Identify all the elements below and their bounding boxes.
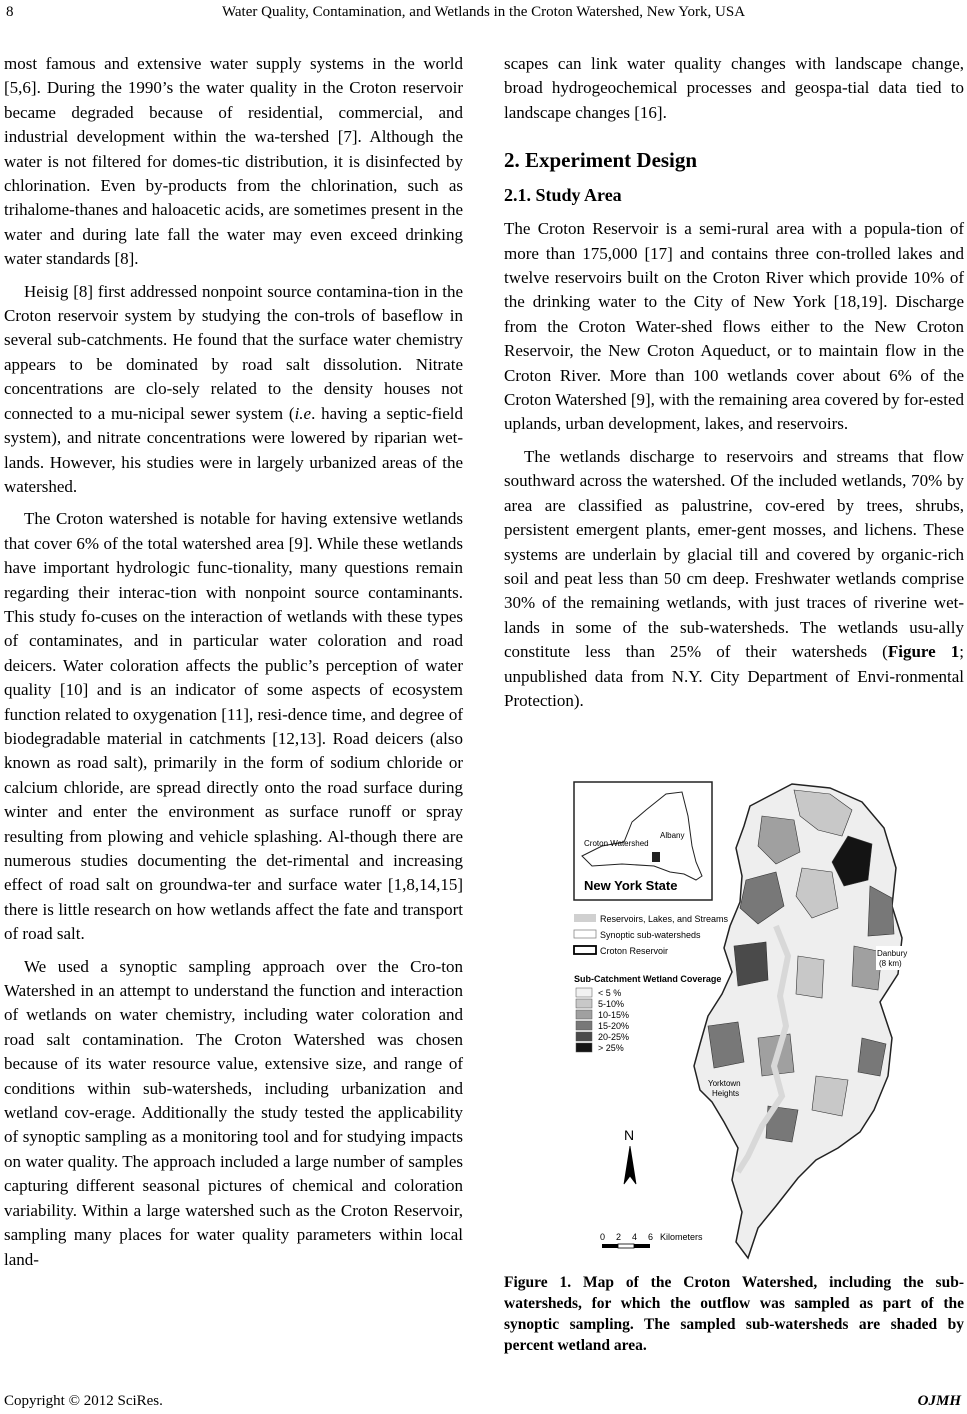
place-label-yorktown: Yorktown <box>708 1079 741 1088</box>
legend-item-reservoirs: Reservoirs, Lakes, and Streams <box>600 914 729 924</box>
coverage-label: 20-25% <box>598 1032 630 1042</box>
scale-tick: 2 <box>616 1232 622 1242</box>
scale-bar <box>602 1244 650 1248</box>
legend-item-synoptic: Synoptic sub-watersheds <box>600 930 701 940</box>
running-title: Water Quality, Contamination, and Wetlands in the Croton Watershed, New York, USA <box>221 4 746 20</box>
page-number: 8 <box>6 4 14 20</box>
coverage-label: > 25% <box>598 1043 624 1053</box>
coverage-label: 15-20% <box>598 1021 630 1031</box>
paragraph: Heisig [8] first addressed nonpoint source contamina-tion in the Croton reservoir system by studying the con-trols of baseflow in several sub-catchments. He found that the surface water chemistry appears to be dominated by road salt dissolution. Nitrate concentrations are clo-sely related to the density houses not connected to a mu-nicipal sewer system (i.e. having a septic-field system), and nitrate concentrations were lowered by riparian wet-lands. However, his studies were in largely urbanized areas of the watershed. <box>4 281 463 496</box>
place-label-danbury-dist: (8 km) <box>879 959 902 968</box>
scale-tick: 0 <box>600 1232 606 1242</box>
legend-swatch <box>574 914 596 922</box>
coverage-swatch <box>576 999 592 1008</box>
legend-swatch <box>574 930 596 938</box>
north-arrow-icon <box>624 1146 636 1184</box>
inset-state-label: New York State <box>584 878 678 893</box>
croton-watershed-marker <box>652 852 660 862</box>
journal-name: OJMH <box>917 1393 961 1409</box>
coverage-swatch <box>576 1043 592 1052</box>
coverage-legend <box>576 988 629 1053</box>
coverage-swatch <box>576 988 592 997</box>
subwatershed <box>812 1076 848 1116</box>
paragraph: The Croton watershed is notable for having extensive wetlands that cover 6% of the total watershed area [9]. While these wetlands have important hydrologic func-tionality, many questions remain regarding their interac-tion with nonpoint source contaminants. This study fo-cuses on the interaction of wetlands with these types of contaminates, and in particular water coloration and road deicers. Water coloration affects the public’s perception of water quality [10] and is an indicator of some aspects of ecosystem function related to oxygenation [11], resi-dence time, and degree of biodegradable material in catchments [12,13]. Road deicers (also known as road salt), primarily in the form of sodium chloride or calcium chloride, are spread directly onto the road surface during winter and enter the environment as surface runoff or spray resulting from plowing and vehicle splashing. Al-though there are numerous studies documenting the det-rimental and increasing effect of road salt on groundwa-ter and surface water [1,8,14,15] there is little research on how wetlands affect the fate and transport of road salt. <box>4 509 463 944</box>
italic-abbrev: i.e <box>294 403 312 423</box>
figure-map <box>562 776 908 1260</box>
coverage-label: 5-10% <box>598 999 625 1009</box>
paragraph: scapes can link water quality changes with landscape change, broad hydrogeochemical processes and geospa-tial data tied to landscape changes [16]. <box>504 54 964 122</box>
figure-caption: Figure 1. Map of the Croton Watershed, including the sub-watersheds, for which the outflow was sampled as part of the synoptic sampling. The sampled sub-watersheds are shaded by percent wetland area. <box>504 1274 964 1354</box>
coverage-legend-title: Sub-Catchment Wetland Coverage <box>574 974 722 984</box>
place-label-yorktown-heights: Heights <box>712 1089 740 1098</box>
left-column <box>4 52 463 1272</box>
coverage-swatch <box>576 1010 592 1019</box>
subwatershed <box>734 942 768 986</box>
legend-item-croton-reservoir: Croton Reservoir <box>600 946 669 956</box>
scale-tick: 4 <box>632 1232 638 1242</box>
page-header <box>0 0 967 30</box>
coverage-label: 10-15% <box>598 1010 630 1020</box>
right-column <box>504 52 964 713</box>
figure-reference: Figure 1 <box>887 642 960 662</box>
coverage-swatch <box>576 1021 592 1030</box>
inset-watershed-label: Croton Watershed <box>584 839 649 848</box>
copyright: Copyright © 2012 SciRes. <box>4 1393 163 1409</box>
section-heading: 2. Experiment Design <box>504 148 698 173</box>
legend-swatch <box>574 946 596 954</box>
paragraph: most famous and extensive water supply systems in the world [5,6]. During the 1990’s the water quality in the Croton reservoir became degraded because of residential, commercial, and industrial development within the wa-tershed [7]. Although the water is not filtered for domes-tic distribution, it is disinfected by chlorination. Even by-products from the chlorination, such as trihalome-thanes and haloacetic acids, are sometimes present in the water and during late fall the water may even exceed drinking water standards [8]. <box>4 54 463 269</box>
paragraph: The wetlands discharge to reservoirs and streams that flow southward across the watershed. Of the included wetlands, 70% by area are classified as palustrine, cov-ered by trees, shrubs, persistent emergent plants, emer-gent mosses, and lichens. These systems are underlain by glacial till and covered by organic-rich soil and peat less than 50 cm deep. Freshwater wetlands comprise 30% of the remaining wetlands, with just traces of riverine wet-lands in some of the sub-watersheds. The wetlands usu-ally constitute less than 25% of their watersheds (Figure 1; unpublished data from N.Y. City Department of Envi-ronmental Protection). <box>504 446 964 710</box>
coverage-label: < 5 % <box>598 988 622 998</box>
watershed-map-svg <box>562 776 908 1260</box>
subwatershed <box>796 956 824 998</box>
paragraph: We used a synoptic sampling approach over the Cro-ton Watershed in an attempt to understand the function and interaction of wetlands on water chemistry, including water coloration and road salt contamination. The Croton Watershed was chosen because of its water resource value, extensive size, and range of conditions within sub-watersheds, including urbanization and wetland cov-erage. Additionally the study tested the applicability of synoptic sampling as a monitoring tool and for studying impacts on water quality. The approach included a large number of samples capturing different seasonal pictures of chemical and coloration variability. Within a large watershed such as the Croton Reservoir, sampling many places for water quality parameters within local land- <box>4 956 463 1269</box>
scale-tick: 6 <box>648 1232 654 1242</box>
inset-city-label: Albany <box>660 831 685 840</box>
subsection-heading: 2.1. Study Area <box>504 185 622 206</box>
paragraph: The Croton Reservoir is a semi-rural area with a popula-tion of more than 175,000 [17] and contains three con-trolled lakes and twelve reservoirs built on the Croton River which provide 10% of the drinking water to the City of New York [18,19]. Discharge from the Croton Water-shed flows either to the New Croton Reservoir, the New Croton Aqueduct, or to maintain flow in the Croton River. More than 100 wetlands cover about 6% of the Croton Watershed [9], with the remaining area covered by for-ested uplands, urban development, lakes, and reservoirs. <box>504 219 964 434</box>
place-label-danbury: Danbury <box>877 949 908 958</box>
coverage-swatch <box>576 1032 592 1041</box>
scale-unit: Kilometers <box>660 1232 703 1242</box>
north-arrow-label: N <box>624 1127 635 1143</box>
subwatershed <box>708 1022 744 1068</box>
